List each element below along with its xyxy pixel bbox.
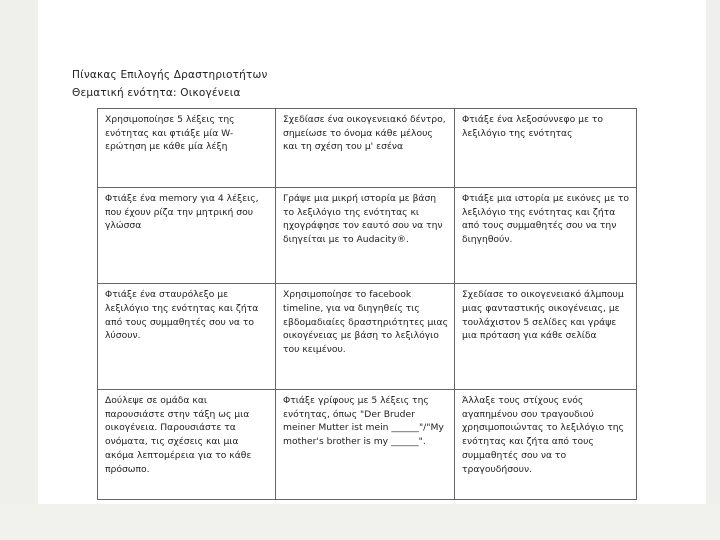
- page-subtitle: Θεματική ενότητα: Οικογένεια: [72, 87, 241, 99]
- table-cell: Χρησιμοποίησε το facebook timeline, για να διηγηθείς τις εβδομαδιαίες δραστηριότητες μιας οικογένειας με βάση το λεξιλόγιο του κειμένου.: [276, 284, 455, 390]
- table-cell: Άλλαξε τους στίχους ενός αγαπημένου σου τραγουδιού χρησιμοποιώντας το λεξιλόγιο της ενότητας και ζήτα από τους συμμαθητές σου να το τραγουδήσουν.: [455, 390, 637, 500]
- table-cell: Φτιάξε ένα λεξοσύννεφο με το λεξιλόγιο της ενότητας: [455, 109, 637, 188]
- table-cell: Φτιάξε μια ιστορία με εικόνες με το λεξιλόγιο της ενότητας και ζήτα από τους συμμαθητές σου να την διηγηθούν.: [455, 187, 637, 283]
- table-row: [98, 109, 637, 188]
- table-cell: Φτιάξε γρίφους με 5 λέξεις της ενότητας, όπως "Der Bruder meiner Mutter ist mein ______"/"My mother's brother is my ______".: [276, 390, 455, 500]
- activity-choice-table: [97, 108, 637, 500]
- table-cell: Χρησιμοποίησε 5 λέξεις της ενότητας και φτιάξε μία W-ερώτηση με κάθε μία λέξη: [98, 109, 276, 188]
- table-row: [98, 390, 637, 500]
- table-cell: Φτιάξε ένα memory για 4 λέξεις, που έχουν ρίζα την μητρική σου γλώσσα: [98, 187, 276, 283]
- bottom-band: [0, 504, 720, 540]
- table-cell: Σχεδίασε ένα οικογενειακό δέντρο, σημείωσε το όνομα κάθε μέλους και τη σχέση του μ' εσένα: [276, 109, 455, 188]
- title-block: [72, 66, 268, 102]
- table-cell: Δούλεψε σε ομάδα και παρουσιάστε στην τάξη ως μια οικογένεια. Παρουσιάστε τα ονόματα, τις σχέσεις και μια ακόμα λεπτομέρεια για το κάθε πρόσωπο.: [98, 390, 276, 500]
- table-cell: Φτιάξε ένα σταυρόλεξο με λεξιλόγιο της ενότητας και ζήτα από τους συμμαθητές σου να το λύσουν.: [98, 284, 276, 390]
- table-row: [98, 187, 637, 283]
- page-title: Πίνακας Επιλογής Δραστηριοτήτων: [72, 69, 268, 81]
- table-row: [98, 284, 637, 390]
- table-cell: Σχεδίασε το οικογενειακό άλμπουμ μιας φανταστικής οικογένειας, με τουλάχιστον 5 σελίδες και γράψε μια πρόταση για κάθε σελίδα: [455, 284, 637, 390]
- table-cell: Γράψε μια μικρή ιστορία με βάση το λεξιλόγιο της ενότητας κι ηχογράφησε τον εαυτό σου να την διηγείται με το Audacity®.: [276, 187, 455, 283]
